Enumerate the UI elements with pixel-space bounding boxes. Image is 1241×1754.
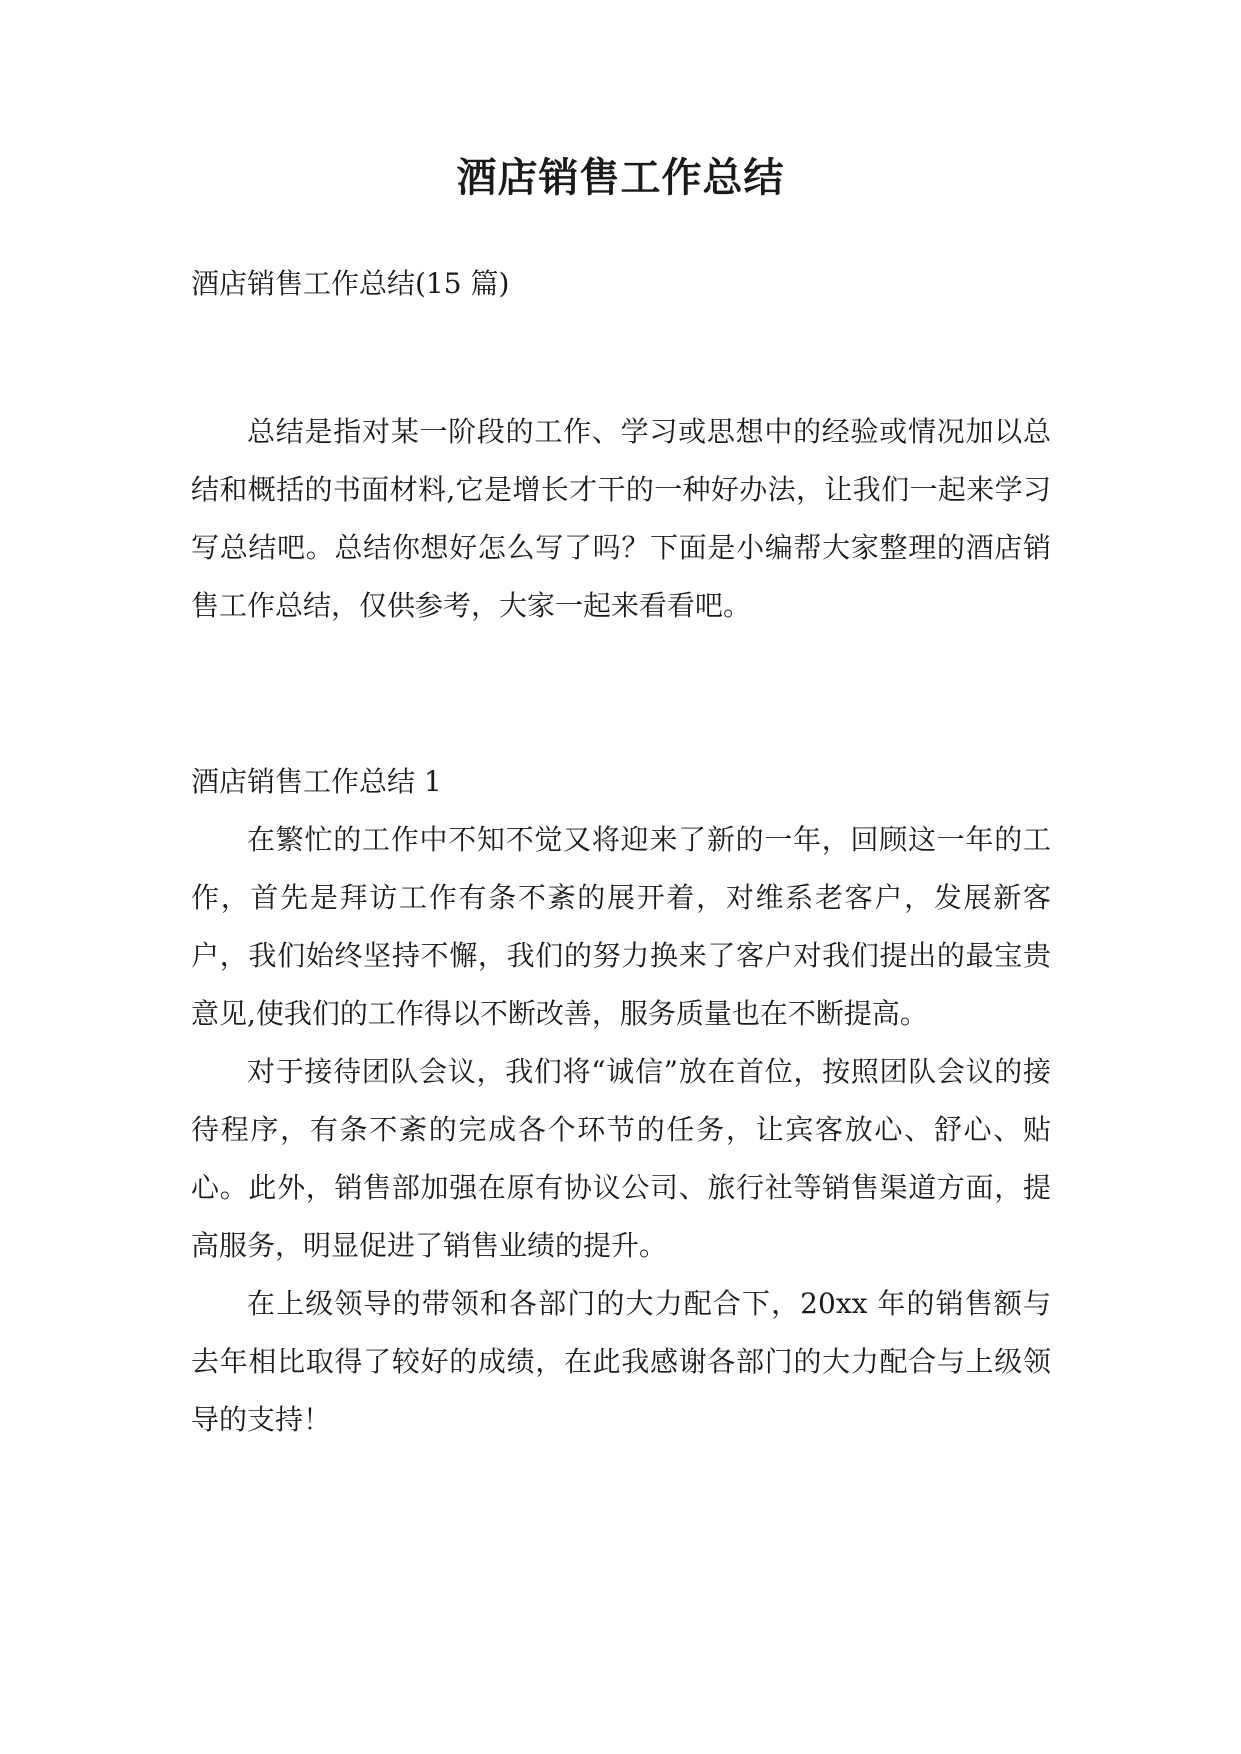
section-1-paragraph-2: 对于接待团队会议，我们将“诚信”放在首位，按照团队会议的接待程序，有条不紊的完成各个环节的任务，让宾客放心、舒心、贴心。此外，销售部加强在原有协议公司、旅行社等销售渠道方面，提高服务，明显促进了销售业绩的提升。: [191, 1055, 1051, 1262]
section-1-heading: 酒店销售工作总结 1: [191, 765, 442, 798]
document-title: 酒店销售工作总结: [456, 154, 785, 201]
intro-section: [191, 403, 1051, 635]
section-1-paragraph-1: 在繁忙的工作中不知不觉又将迎来了新的一年，回顾这一年的工作，首先是拜访工作有条不紊的展开着，对维系老客户，发展新客户，我们始终坚持不懈，我们的努力换来了客户对我们提出的最宝贵意见,使我们的工作得以不断改善，服务质量也在不断提高。: [191, 823, 1051, 1030]
section-1: [191, 753, 1051, 1449]
document-subtitle: 酒店销售工作总结(15 篇): [191, 267, 510, 300]
intro-paragraph: 总结是指对某一阶段的工作、学习或思想中的经验或情况加以总结和概括的书面材料,它是增长才干的一种好办法，让我们一起来学习写总结吧。总结你想好怎么写了吗？下面是小编帮大家整理的酒店销售工作总结，仅供参考，大家一起来看看吧。: [191, 415, 1051, 622]
section-1-paragraph-3: 在上级领导的带领和各部门的大力配合下，20xx 年的销售额与去年相比取得了较好的成绩，在此我感谢各部门的大力配合与上级领导的支持！: [191, 1287, 1051, 1436]
